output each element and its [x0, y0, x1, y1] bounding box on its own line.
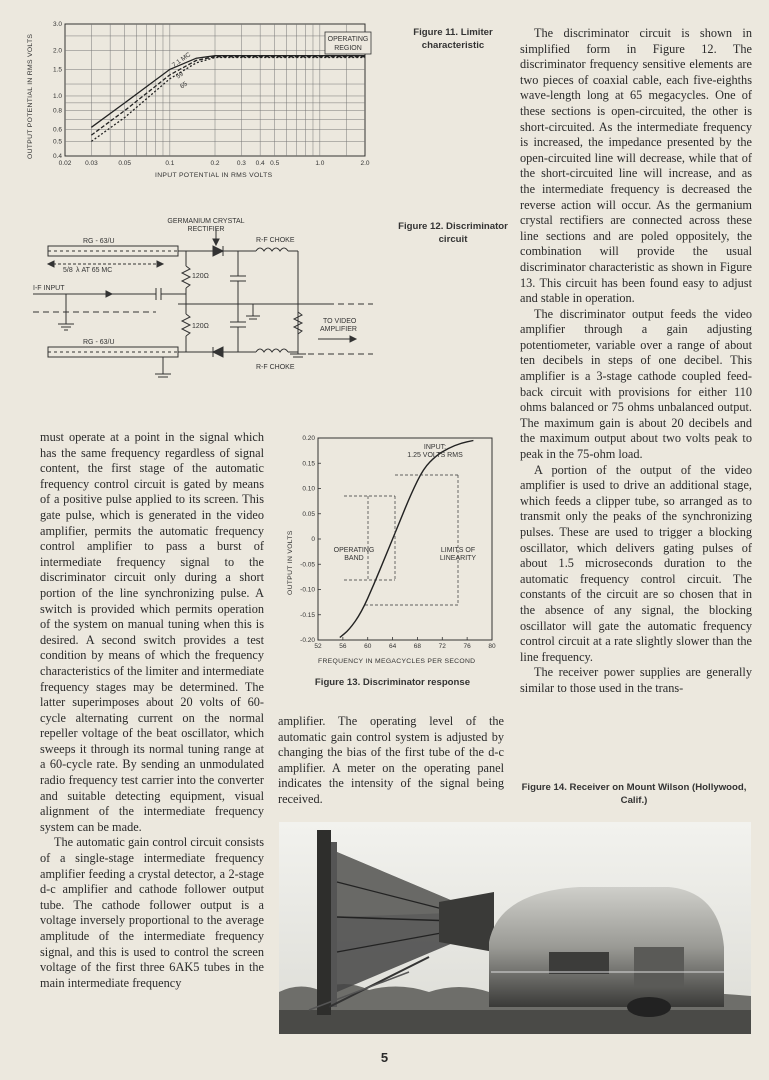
figure-13-xtick: 60	[364, 643, 372, 650]
figure-13-xtick: 76	[463, 643, 471, 650]
figure-13-xtick: 68	[413, 643, 422, 650]
figure-13-series	[340, 441, 474, 638]
figure-13-annotation-band: BAND	[344, 555, 364, 562]
figure-13-ytick: 0.20	[302, 435, 315, 442]
figure-11-xtick: 0.05	[118, 160, 132, 167]
figure-12-circuit	[28, 214, 378, 389]
figure-13-annotation-limits: LIMITS OF	[440, 547, 476, 554]
figure-11-xtick: 0.2	[210, 160, 220, 167]
figure-14-caption: Figure 14. Receiver on Mount Wilson (Hollywood, Calif.)	[521, 782, 747, 806]
figure-11-series-line	[91, 58, 365, 142]
col2-paragraph-1: amplifier. The operating level of the automatic gain control system is adjusted by changing the bias of the first tube of the d-c amplifier. A meter on the operating panel indicates the intensity of the signal being received.	[278, 714, 504, 806]
figure-11-series-label: 7.1 MC	[170, 51, 193, 70]
figure-11-xtick: 0.4	[255, 160, 265, 167]
resistor-2-label: 120Ω	[192, 323, 209, 330]
figure-11-ytick: 0.8	[52, 107, 62, 115]
figure-13-ylabel: OUTPUT IN VOLTS	[287, 530, 294, 595]
figure-11-ytick: 1.5	[52, 66, 62, 74]
figure-13-ytick: -0.05	[300, 561, 315, 569]
figure-13-frame	[318, 438, 492, 640]
figure-13-annotation-input: INPUT:	[423, 444, 447, 451]
figure-11-xtick: 0.5	[270, 160, 280, 167]
figure-13-ytick: 0	[311, 536, 315, 543]
lambda-label: λ AT 65 MC	[76, 267, 113, 274]
figure-11-series-label: 65	[178, 80, 189, 91]
figure-11-series	[91, 51, 365, 141]
figure-13-ytick: -0.10	[300, 586, 315, 594]
col3-paragraph-1: The discriminator circuit is shown in simplified form in Figure 12. The discriminator frequency sensitive elements are two pieces of coaxial cable, each five-eighths wave-length long at 65 megacycles. One of these sections is open-circuited, the other is short-circuited. As the intermediate frequency is increased, the impedance presented by the open-circuited line will decrease, while that of the short-circuited line will increase, and as the intermediate frequency is decreased the reverse action will occur. As the germanium crystal rectifiers are connected across these line sections and are poled oppositely, the combination will provide the usual discriminator characteristic as shown in Figure 13. This circuit has been found easy to adjust and stable in operation.	[520, 26, 752, 306]
figure-13-xtick: 52	[314, 643, 322, 650]
figure-13-caption: Figure 13. Discriminator response	[314, 677, 471, 688]
if-input-label: I-F INPUT	[33, 285, 65, 292]
figure-11-ticks	[53, 21, 370, 167]
figure-11-chart	[20, 14, 380, 184]
col1-paragraph-2: The automatic gain control circuit consists of a single-stage intermediate frequency amplifier feeding a crystal detector, a 2-stage d-c amplifier and cathode follower output tube. The cathode follower output is a voltage inversely proportional to the average amplitude of the intermediate frequency signal, and this is used to control the screen voltage of the first three 6AK5 tubes in the main intermediate frequency	[40, 835, 264, 990]
figure-11-xtick: 0.03	[85, 160, 98, 167]
figure-13-grid	[318, 438, 492, 640]
figure-13-xtick: 80	[488, 643, 496, 650]
column-2	[278, 714, 504, 808]
column-1	[40, 430, 264, 991]
figure-11-ylabel: OUTPUT POTENTIAL IN RMS VOLTS	[27, 33, 34, 159]
figure-11-xtick: 2.0	[360, 160, 370, 167]
figure-11-ytick: 1.0	[52, 92, 62, 100]
video-amp-label-1: TO VIDEO	[323, 318, 357, 325]
germanium-label: GERMANIUM CRYSTAL	[167, 218, 245, 225]
figure-11-xtick: 0.1	[165, 160, 175, 167]
resistor-1-label: 120Ω	[192, 273, 209, 280]
figure-11-xtick: 1.0	[315, 160, 325, 167]
video-amp-label-2: AMPLIFIER	[320, 326, 357, 333]
figure-11-grid	[65, 24, 365, 156]
col3-paragraph-2: The discriminator output feeds the video amplifier through a gain adjusting potentiometer, variable over a range of about ten decibels in steps of one decibel. This amplifier is a 3-stage cathode coupled feed-back circuit with provisions for either 110 ohms balanced or 75 ohms unbalanced output. The maximum gain is about 20 decibels and the maximum output about two volts peak to peak in the 75-ohm load.	[520, 306, 752, 462]
figure-11-ytick: 2.0	[52, 47, 62, 55]
figure-11-ytick: 0.5	[52, 138, 62, 146]
figure-13-annotation-volts: 1.25 VOLTS RMS	[407, 452, 463, 459]
operating-region-label-2: REGION	[334, 45, 362, 52]
figure-11-ytick: 0.6	[52, 126, 62, 134]
figure-11-caption: Figure 11. Limiter characteristic	[413, 27, 493, 51]
figure-13-xtick: 56	[339, 643, 347, 650]
figure-11-series-label: 59	[174, 70, 185, 81]
figure-14-photo	[279, 822, 751, 1034]
figure-13-annotation-operating: OPERATING	[333, 547, 375, 554]
figure-13-ytick: -0.15	[300, 611, 315, 619]
rf-choke-top-label: R-F CHOKE	[256, 237, 295, 244]
figure-13-series-line	[340, 441, 474, 638]
cable-bottom-label: RG - 63/U	[83, 339, 115, 346]
figure-11-ytick: 0.4	[52, 153, 62, 160]
operating-region-label-1: OPERATING	[327, 36, 369, 43]
figure-13-xlabel: FREQUENCY IN MEGACYCLES PER SECOND	[318, 658, 476, 665]
figure-13-guides	[344, 475, 458, 605]
column-3	[520, 26, 752, 697]
figure-13-ytick: 0.05	[302, 510, 315, 518]
figure-13-ytick: 0.10	[302, 485, 315, 493]
figure-11-ytick: 3.0	[52, 21, 62, 28]
figure-13-chart	[280, 430, 508, 670]
rectifier-label: RECTIFIER	[187, 226, 225, 233]
figure-13-annotation-linearity: LINEARITY	[439, 555, 477, 562]
figure-12-caption: Figure 12. Discriminator circuit	[398, 221, 508, 245]
figure-11-series-line	[91, 56, 365, 128]
rf-choke-bottom-label: R-F CHOKE	[256, 364, 295, 371]
figure-13-ytick: 0.15	[302, 460, 315, 468]
figure-11-xlabel: INPUT POTENTIAL IN RMS VOLTS	[155, 172, 273, 179]
col3-paragraph-3: A portion of the output of the video amplifier is used to drive an additional stage, which feeds a clipper tube, so arranged as to transmit only the peaks of the synchronizing pulses. These are used to trigger a blocking oscillator, which delivers gating pulses of about 1.5 microseconds duration to the automatic frequency control circuit. The constants of the circuit are so chosen that in the absence of any signal, the blocking oscillator will gate the automatic frequency control circuit at a rate slightly slower than the line frequency.	[520, 462, 752, 664]
cable-top-label: RG - 63/U	[83, 238, 115, 245]
lambda-fraction: 5/8	[63, 267, 73, 274]
col1-paragraph-1: must operate at a point in the signal which has the same frequency regardless of signal content, the first stage of the automatic frequency control circuit is gated by means of a positive pulse applied to its screen. This gate pulse, which is generated in the video amplifier, permits the automatic frequency control amplifier to pass a burst of intermediate frequency signal to the discriminator circuit only during a short portion of the line synchronizing pulse. A switch is provided which permits operation of the system on manual tuning when this is desired. A second switch provides a test condition by means of which the frequency characteristics of the limiter and intermediate frequency stages may be determined. The latter superimposes about 20 volts of 60-cycle alternating current on the normal repeller voltage of the beat oscillator, which sweeps it through its normal tuning range at a 60-cycle rate. By sending an unmodulated radio frequency test carrier into the converter and suitable detecting equipment, visual alignment of the intermediate frequency system can be made.	[40, 430, 264, 834]
col3-paragraph-4: The receiver power supplies are generally similar to those used in the trans-	[520, 665, 752, 695]
figure-13-ticks	[300, 435, 496, 650]
figure-13-ytick: -0.20	[300, 637, 315, 644]
figure-11-xtick: 0.3	[236, 160, 246, 167]
figure-13-xtick: 64	[388, 643, 397, 650]
page-number: 5	[380, 1050, 389, 1065]
figure-11-xtick: 0.02	[58, 160, 72, 167]
figure-13-xtick: 72	[438, 643, 446, 650]
